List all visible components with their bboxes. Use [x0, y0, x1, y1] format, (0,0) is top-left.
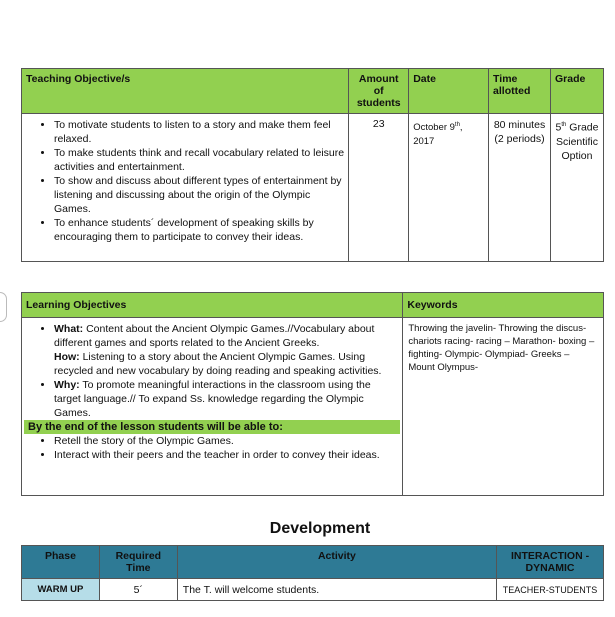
- grade-header: Grade: [550, 69, 603, 114]
- list-item: • To show and discuss about different types of entertainment by listening and discussing about the origin of the Olympic Games.: [54, 174, 344, 216]
- teaching-body-row: [22, 114, 604, 262]
- interaction-header: INTERACTION - DYNAMIC: [497, 546, 604, 579]
- amount-header: Amount of students: [349, 69, 409, 114]
- list-item: • To motivate students to listen to a story and make them feel relaxed.: [54, 118, 344, 146]
- development-title: Development: [269, 520, 371, 537]
- development-header-row: [22, 546, 604, 579]
- learning-objectives-table: [21, 292, 604, 496]
- time-header: Time allotted: [489, 69, 551, 114]
- margin-marker: [0, 292, 7, 322]
- amount-value: 23: [349, 114, 409, 262]
- list-item: • Retell the story of the Olympic Games.: [54, 434, 400, 448]
- required-time-header: Required Time: [99, 546, 177, 579]
- table-row: [22, 579, 604, 601]
- list-item: • Interact with their peers and the teacher in order to convey their ideas.: [54, 448, 400, 462]
- keywords-value: Throwing the javelin- Throwing the discus- chariots racing- racing – Marathon- boxing – fighting- Olympic- Olympiad- Greeks – Mount Olympus-: [403, 318, 604, 496]
- phase-header: Phase: [22, 546, 100, 579]
- learning-objectives-header: Learning Objectives: [22, 293, 403, 318]
- phase-cell: WARM UP: [22, 579, 100, 601]
- activity-header: Activity: [177, 546, 496, 579]
- list-item: • To enhance students´ development of speaking skills by encouraging them to participate to convey their ideas.: [54, 216, 344, 244]
- keywords-header: Keywords: [403, 293, 604, 318]
- why-item: • Why: To promote meaningful interactions in the classroom using the target language.// To expand Ss. knowledge regarding the Olympic Games.: [54, 378, 400, 420]
- activity-cell: The T. will welcome students.: [177, 579, 496, 601]
- teaching-header-row: [22, 69, 604, 114]
- outcomes-list: [24, 434, 400, 462]
- interaction-cell: TEACHER-STUDENTS: [497, 579, 604, 601]
- learning-body-row: [22, 318, 604, 496]
- teaching-objectives-list: [22, 118, 344, 244]
- teaching-objectives-header: Teaching Objective/s: [22, 69, 349, 114]
- what-item: • What: Content about the Ancient Olympic Games.//Vocabulary about different games and sports related to the Ancient Greeks. How: Listening to a story about the Ancient Olympic Games. Using recycled and new vocabulary by doing reading and speaking activities.: [54, 322, 400, 378]
- date-header: Date: [409, 69, 489, 114]
- date-value: October 9th, 2017: [409, 114, 489, 262]
- learning-objectives-list: [24, 322, 400, 420]
- time-cell: 5´: [99, 579, 177, 601]
- development-table: [21, 545, 604, 601]
- learning-header-row: [22, 293, 604, 318]
- by-end-banner: By the end of the lesson students will be able to:: [24, 420, 400, 434]
- list-item: • To make students think and recall vocabulary related to leisure activities and entertainment.: [54, 146, 344, 174]
- grade-value: 5th Grade Scientific Option: [550, 114, 603, 262]
- teaching-objectives-table: [21, 68, 604, 262]
- time-value: 80 minutes (2 periods): [489, 114, 551, 262]
